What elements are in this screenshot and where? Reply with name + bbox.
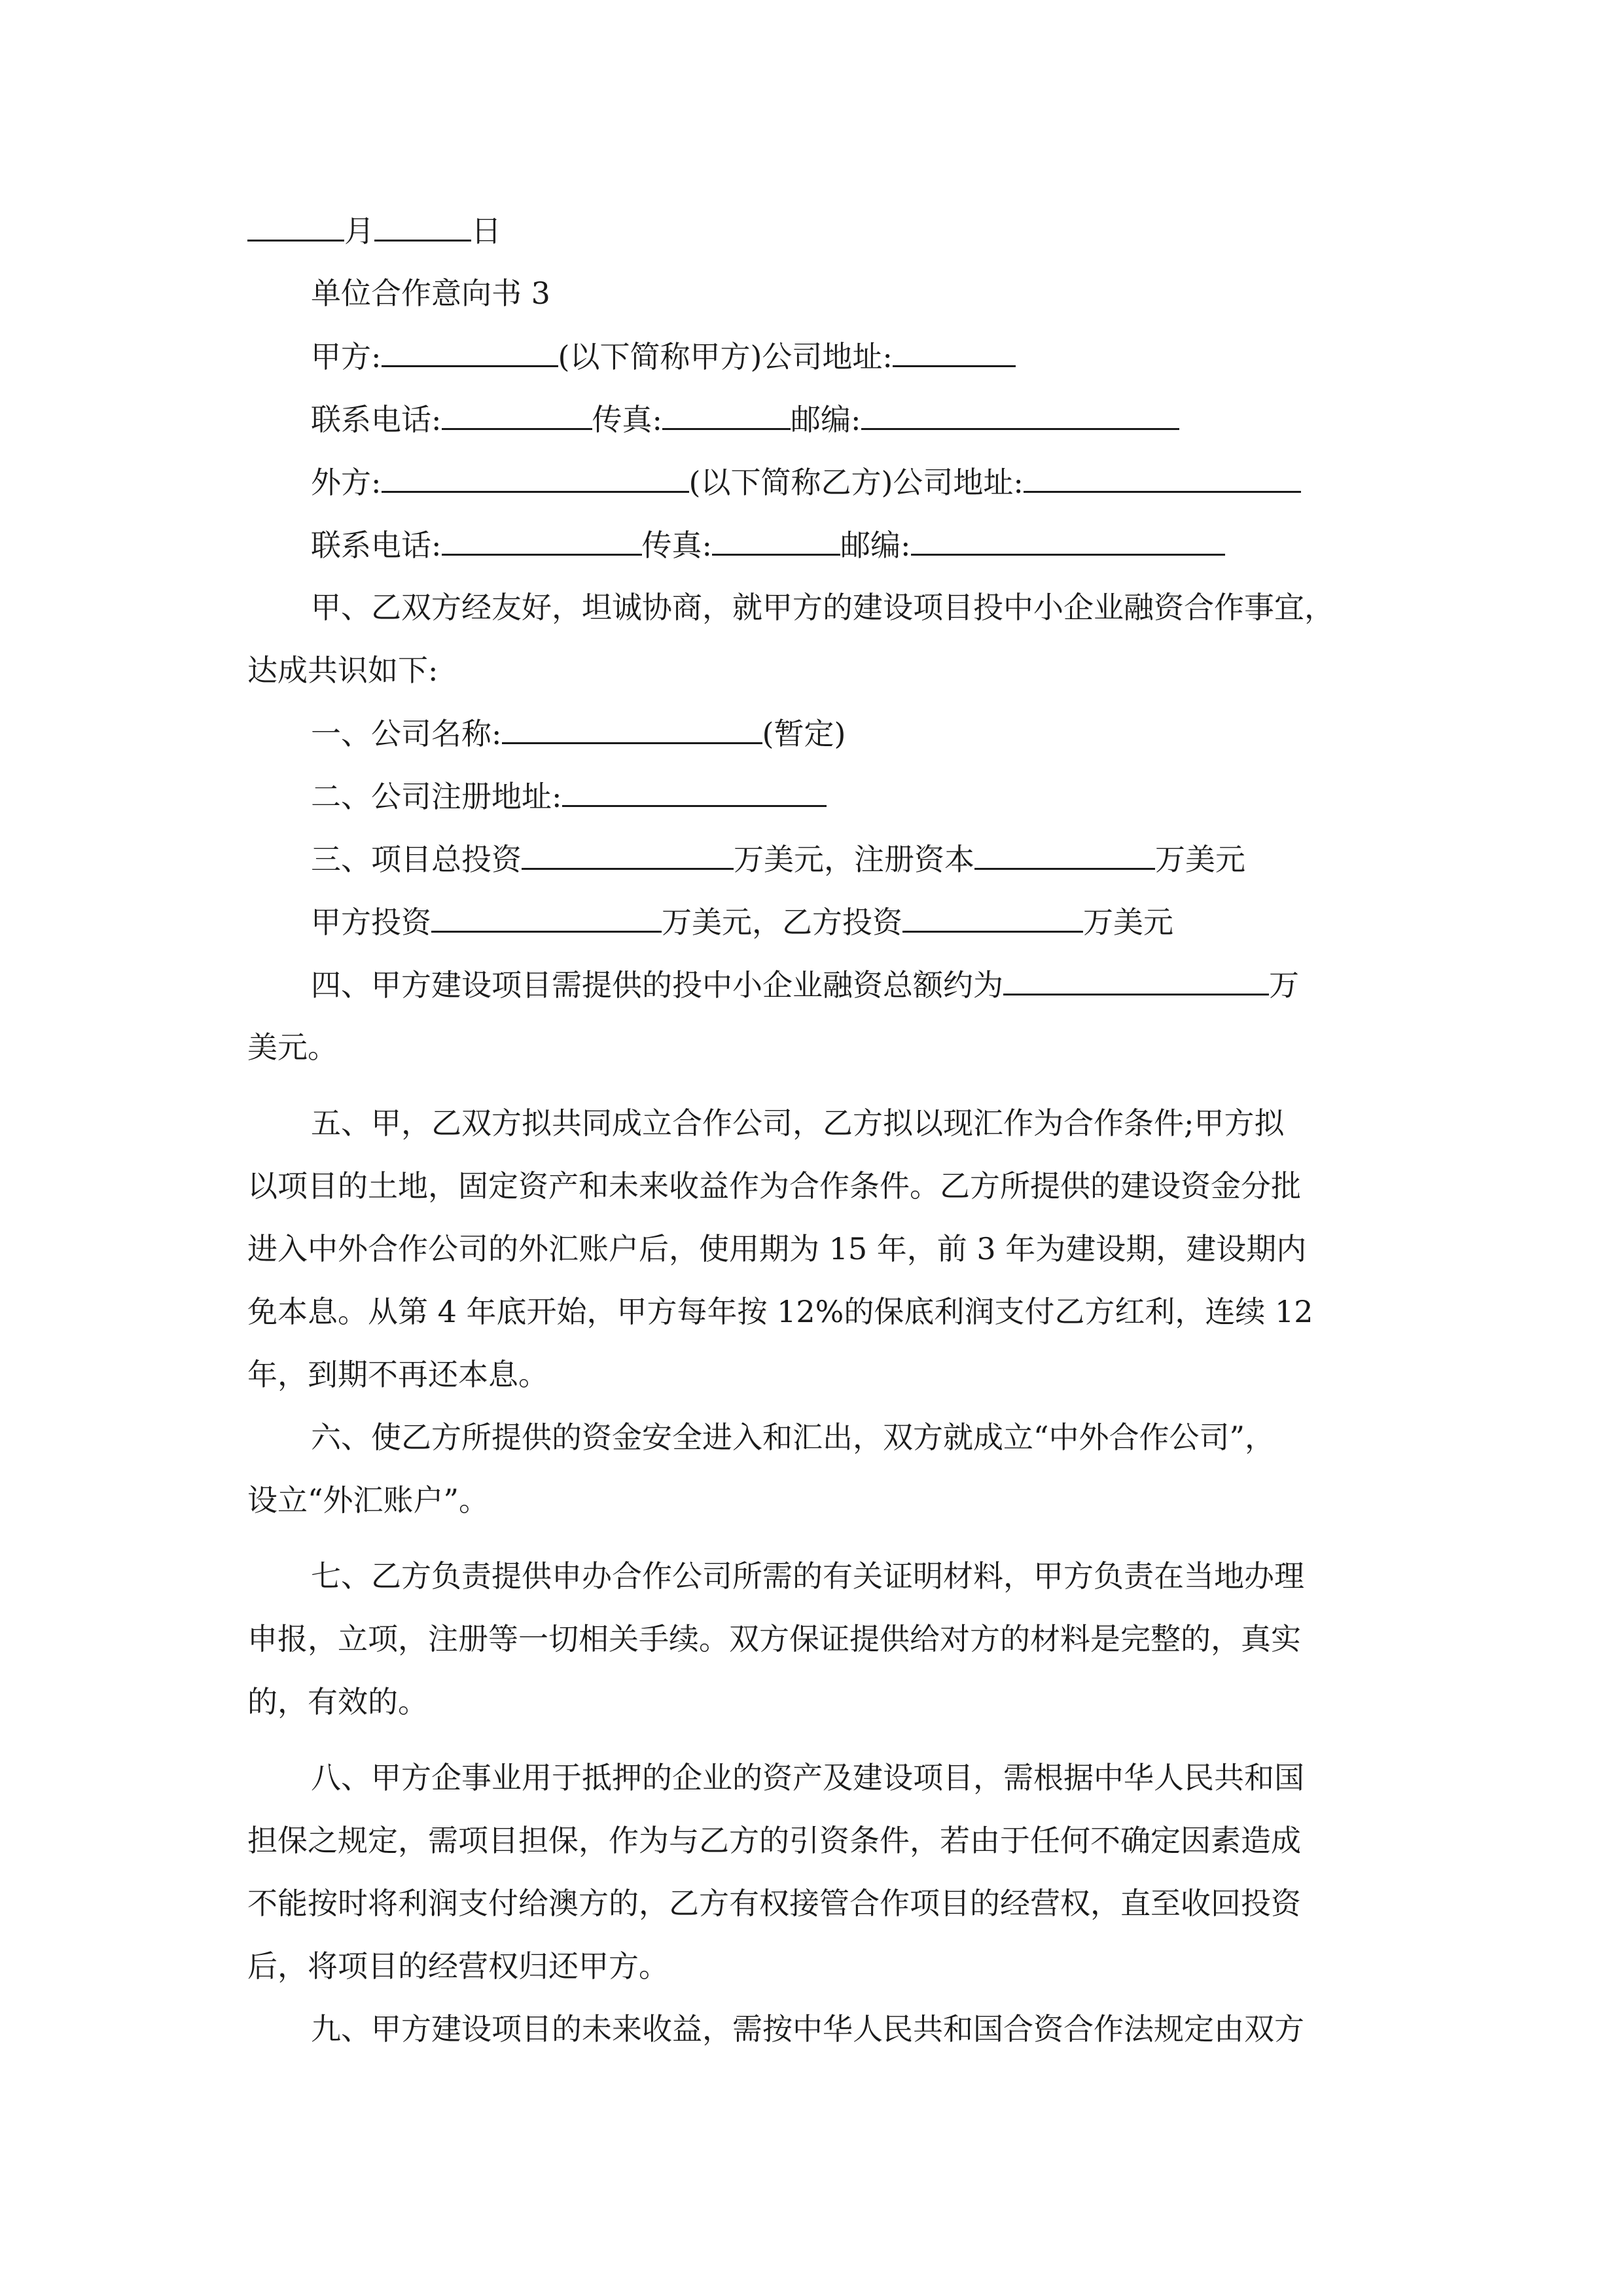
blank-day bbox=[374, 211, 471, 242]
blank-party-a-investment bbox=[431, 902, 662, 933]
contact-a-phone-label: 联系电话: bbox=[311, 402, 442, 437]
clause-3b-a: 甲方投资 bbox=[311, 905, 431, 940]
clause-9-line-1: 九、甲方建设项目的未来收益，需按中华人民共和国合资合作法规定由双方 bbox=[311, 2011, 1304, 2047]
party-a-mid: (以下简称甲方)公司地址: bbox=[558, 339, 893, 374]
blank-contact-a-phone bbox=[442, 399, 592, 430]
clause-8-line-3: 不能按时将利润支付给澳方的，乙方有权接管合作项目的经营权，直至收回投资 bbox=[247, 1886, 1301, 1921]
contact-b-fax-label: 传真: bbox=[641, 528, 712, 563]
blank-party-b-address bbox=[1024, 462, 1301, 493]
blank-party-a-name bbox=[382, 336, 558, 367]
blank-contact-b-phone bbox=[442, 525, 642, 556]
clause-5-line-5: 年，到期不再还本息。 bbox=[247, 1357, 548, 1392]
clause-3b-b: 万美元，乙方投资 bbox=[662, 905, 902, 940]
blank-total-investment bbox=[522, 839, 734, 870]
clause-6-line-1: 六、使乙方所提供的资金安全进入和汇出，双方就成立“中外合作公司”， bbox=[311, 1420, 1275, 1455]
party-a-line bbox=[311, 336, 1016, 376]
party-a-label: 甲方: bbox=[311, 339, 382, 374]
contact-a-fax-label: 传真: bbox=[592, 402, 662, 437]
contact-a-line bbox=[311, 399, 1179, 439]
clause-4-line-1 bbox=[311, 965, 1299, 1004]
clause-5-line-4: 免本息。从第 4 年底开始，甲方每年按 12%的保底利润支付乙方红利，连续 12 bbox=[247, 1294, 1313, 1329]
clause-5-line-2: 以项目的土地，固定资产和未来收益作为合作条件。乙方所提供的建设资金分批 bbox=[247, 1168, 1301, 1204]
blank-financing-total bbox=[1003, 965, 1269, 996]
party-b-mid: (以下简称乙方)公司地址: bbox=[688, 465, 1024, 500]
blank-party-b-name bbox=[382, 462, 689, 493]
clause-3b-c: 万美元 bbox=[1083, 905, 1173, 940]
contact-b-line bbox=[311, 525, 1225, 564]
document-title: 单位合作意向书 3 bbox=[311, 276, 550, 311]
intro-line-2: 达成共识如下: bbox=[247, 653, 438, 688]
blank-contact-a-zip bbox=[861, 399, 1179, 430]
blank-company-name bbox=[502, 713, 762, 744]
blank-registered-capital bbox=[974, 839, 1155, 870]
clause-5-line-3: 进入中外合作公司的外汇账户后，使用期为 15 年，前 3 年为建设期，建设期内 bbox=[247, 1231, 1307, 1266]
clause-4-line-2: 美元。 bbox=[247, 1030, 338, 1065]
clause-1-note: (暂定) bbox=[762, 716, 846, 751]
clause-4-b: 万 bbox=[1269, 967, 1299, 1003]
clause-8-line-4: 后，将项目的经营权归还甲方。 bbox=[247, 1948, 669, 1984]
clause-8-line-1: 八、甲方企事业用于抵押的企业的资产及建设项目，需根据中华人民共和国 bbox=[311, 1760, 1304, 1795]
blank-party-b-investment bbox=[902, 902, 1083, 933]
party-b-line bbox=[311, 462, 1301, 501]
clause-3-c: 万美元 bbox=[1155, 842, 1245, 877]
clause-6-line-2: 设立“外汇账户”。 bbox=[247, 1482, 490, 1518]
clause-2 bbox=[311, 776, 827, 816]
clause-1-label: 一、公司名称: bbox=[311, 716, 502, 751]
month-label: 月 bbox=[344, 213, 374, 249]
clause-3-a: 三、项目总投资 bbox=[311, 842, 522, 877]
clause-5-line-1: 五、甲，乙双方拟共同成立合作公司，乙方拟以现汇作为合作条件;甲方拟 bbox=[311, 1105, 1285, 1141]
clause-7-line-2: 申报，立项，注册等一切相关手续。双方保证提供给对方的材料是完整的，真实 bbox=[247, 1621, 1301, 1657]
clause-8-line-2: 担保之规定，需项目担保，作为与乙方的引资条件，若由于任何不确定因素造成 bbox=[247, 1823, 1301, 1858]
contact-a-zip-label: 邮编: bbox=[791, 402, 861, 437]
clause-7-line-1: 七、乙方负责提供申办合作公司所需的有关证明材料，甲方负责在当地办理 bbox=[311, 1558, 1304, 1594]
blank-registered-address bbox=[562, 776, 827, 807]
clause-2-label: 二、公司注册地址: bbox=[311, 779, 562, 814]
blank-party-a-address bbox=[893, 336, 1016, 367]
contact-b-zip-label: 邮编: bbox=[840, 528, 911, 563]
clause-3b bbox=[311, 902, 1173, 941]
day-label: 日 bbox=[471, 213, 501, 249]
intro-line-1: 甲、乙双方经友好，坦诚协商，就甲方的建设项目投中小企业融资合作事宜， bbox=[311, 590, 1334, 625]
contact-b-phone-label: 联系电话: bbox=[311, 528, 442, 563]
clause-7-line-3: 的，有效的。 bbox=[247, 1684, 428, 1719]
clause-3 bbox=[311, 839, 1245, 878]
clause-3-b: 万美元，注册资本 bbox=[734, 842, 974, 877]
date-line bbox=[247, 211, 501, 250]
party-b-label: 外方: bbox=[311, 465, 382, 500]
blank-contact-a-fax bbox=[662, 399, 791, 430]
clause-4-a: 四、甲方建设项目需提供的投中小企业融资总额约为 bbox=[311, 967, 1003, 1003]
clause-1 bbox=[311, 713, 846, 753]
blank-contact-b-zip bbox=[911, 525, 1225, 556]
blank-contact-b-fax bbox=[712, 525, 840, 556]
blank-month bbox=[247, 211, 344, 242]
